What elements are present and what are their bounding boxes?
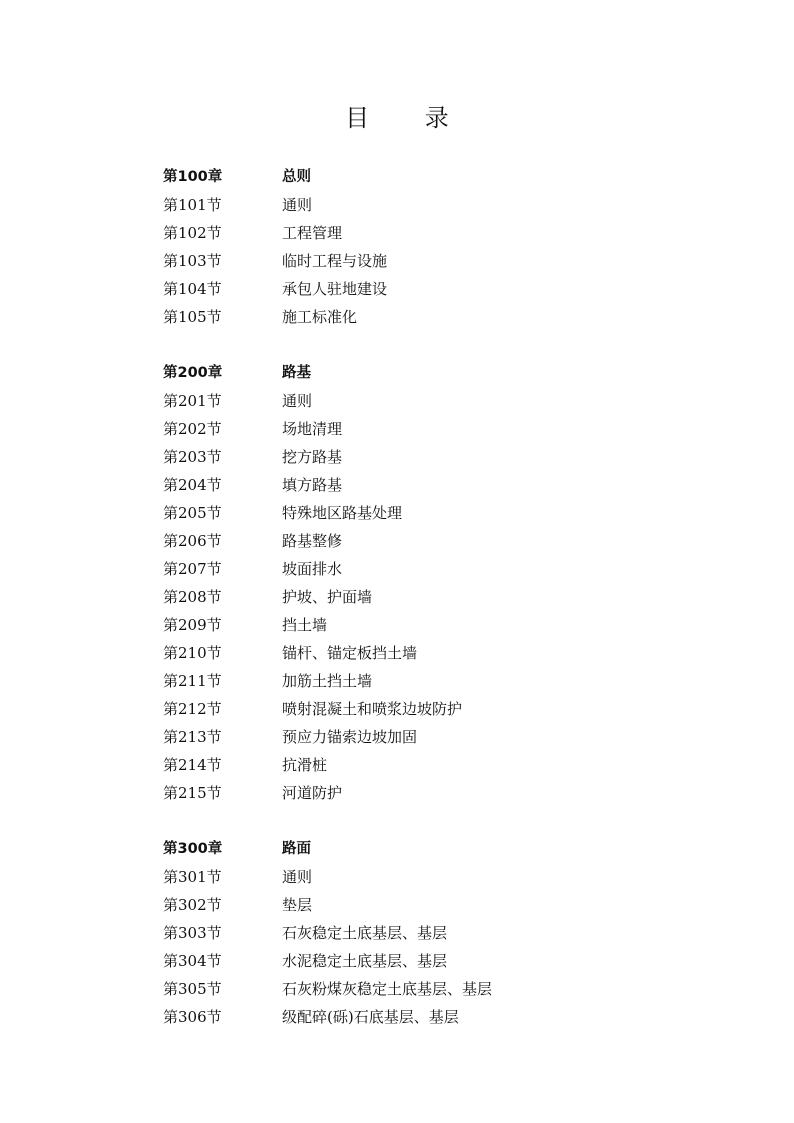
chapter-name: 路基 — [282, 365, 311, 381]
section-name: 挖方路基 — [282, 448, 343, 466]
section-name: 抗滑桩 — [282, 756, 328, 774]
section-name: 特殊地区路基处理 — [282, 504, 403, 522]
section-name: 石灰粉煤灰稳定土底基层、基层 — [282, 980, 493, 998]
toc-entry — [163, 191, 663, 219]
section-name: 路基整修 — [282, 532, 343, 550]
section-number: 第207节 — [163, 560, 222, 578]
section-number: 第205节 — [163, 504, 222, 522]
chapter-number: 第200章 — [163, 365, 223, 381]
table-of-contents — [163, 163, 663, 1031]
section-number: 第301节 — [163, 868, 222, 886]
section-number: 第104节 — [163, 280, 222, 298]
section-name: 坡面排水 — [282, 560, 343, 578]
section-number: 第203节 — [163, 448, 222, 466]
toc-chapter-200 — [163, 359, 663, 807]
toc-entry — [163, 611, 663, 639]
section-name: 通则 — [282, 392, 313, 410]
section-name: 加筋土挡土墙 — [282, 672, 373, 690]
section-name: 石灰稳定土底基层、基层 — [282, 924, 448, 942]
toc-entry — [163, 471, 663, 499]
section-name: 喷射混凝土和喷浆边坡防护 — [282, 700, 463, 718]
toc-entry — [163, 443, 663, 471]
section-number: 第204节 — [163, 476, 222, 494]
section-name: 通则 — [282, 868, 313, 886]
toc-chapter-300 — [163, 835, 663, 1031]
toc-entry — [163, 639, 663, 667]
chapter-number: 第300章 — [163, 841, 223, 857]
section-number: 第210节 — [163, 644, 222, 662]
section-number: 第206节 — [163, 532, 222, 550]
chapter-number: 第100章 — [163, 169, 223, 185]
section-number: 第213节 — [163, 728, 222, 746]
section-number: 第303节 — [163, 924, 222, 942]
section-number: 第211节 — [163, 672, 222, 690]
section-number: 第212节 — [163, 700, 222, 718]
toc-entry — [163, 555, 663, 583]
toc-entry — [163, 1003, 663, 1031]
section-number: 第201节 — [163, 392, 222, 410]
toc-entry — [163, 499, 663, 527]
toc-entry — [163, 527, 663, 555]
section-number: 第304节 — [163, 952, 222, 970]
section-name: 河道防护 — [282, 784, 343, 802]
chapter-name: 路面 — [282, 841, 311, 857]
chapter-heading — [163, 835, 663, 863]
section-number: 第305节 — [163, 980, 222, 998]
section-name: 预应力锚索边坡加固 — [282, 728, 418, 746]
section-number: 第103节 — [163, 252, 222, 270]
section-number: 第302节 — [163, 896, 222, 914]
toc-entry — [163, 891, 663, 919]
toc-entry — [163, 583, 663, 611]
toc-chapter-100 — [163, 163, 663, 331]
chapter-name: 总则 — [282, 169, 311, 185]
toc-entry — [163, 779, 663, 807]
toc-entry — [163, 219, 663, 247]
section-name: 临时工程与设施 — [282, 252, 388, 270]
toc-entry — [163, 751, 663, 779]
section-name: 施工标准化 — [282, 308, 358, 326]
section-name: 护坡、护面墙 — [282, 588, 373, 606]
toc-entry — [163, 975, 663, 1003]
section-name: 填方路基 — [282, 476, 343, 494]
chapter-heading — [163, 359, 663, 387]
section-name: 挡土墙 — [282, 616, 328, 634]
section-name: 水泥稳定土底基层、基层 — [282, 952, 448, 970]
toc-entry — [163, 415, 663, 443]
section-number: 第214节 — [163, 756, 222, 774]
section-name: 场地清理 — [282, 420, 343, 438]
toc-entry — [163, 303, 663, 331]
toc-entry — [163, 723, 663, 751]
toc-entry — [163, 275, 663, 303]
toc-entry — [163, 919, 663, 947]
section-name: 锚杆、锚定板挡土墙 — [282, 644, 418, 662]
toc-entry — [163, 247, 663, 275]
toc-entry — [163, 387, 663, 415]
page-title: 目 录 — [345, 104, 473, 132]
section-number: 第105节 — [163, 308, 222, 326]
section-name: 垫层 — [282, 896, 313, 914]
section-name: 级配碎(砾)石底基层、基层 — [282, 1008, 459, 1026]
toc-entry — [163, 667, 663, 695]
section-name: 工程管理 — [282, 224, 343, 242]
toc-entry — [163, 863, 663, 891]
section-number: 第306节 — [163, 1008, 222, 1026]
section-number: 第209节 — [163, 616, 222, 634]
chapter-heading — [163, 163, 663, 191]
section-number: 第208节 — [163, 588, 222, 606]
section-name: 承包人驻地建设 — [282, 280, 388, 298]
section-number: 第202节 — [163, 420, 222, 438]
toc-entry — [163, 947, 663, 975]
section-number: 第215节 — [163, 784, 222, 802]
section-name: 通则 — [282, 196, 313, 214]
toc-entry — [163, 695, 663, 723]
section-number: 第102节 — [163, 224, 222, 242]
section-number: 第101节 — [163, 196, 222, 214]
